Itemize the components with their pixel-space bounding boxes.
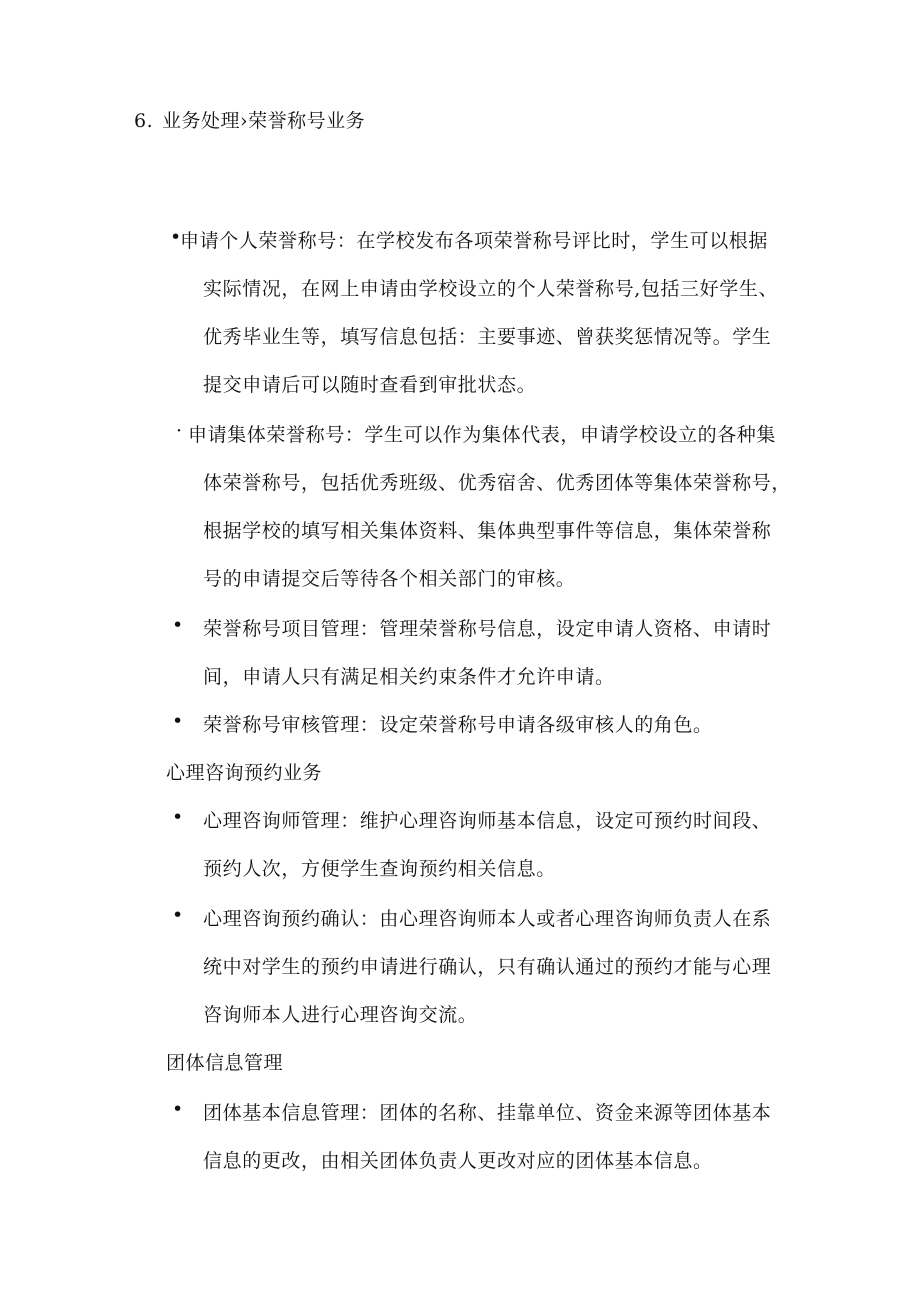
subsection-title: 团体信息管理 [166, 1052, 284, 1074]
heading-number: 6. [134, 110, 154, 132]
paragraph-line: 团体基本信息管理：团体的名称、挂靠单位、资金来源等团体基本 [203, 1102, 772, 1124]
paragraph-line: 体荣誉称号，包括优秀班级、优秀宿舍、优秀团体等集体荣誉称号， [203, 472, 792, 494]
paragraph-line: 提交申请后可以随时查看到审批状态。 [203, 374, 537, 396]
paragraph-line: 申请个人荣誉称号：在学校发布各项荣誉称号评比时，学生可以根据 [180, 230, 769, 252]
subsection-title: 心理咨询预约业务 [166, 762, 323, 784]
bullet-marker: • [172, 904, 184, 926]
paragraph-line: 根据学校的填写相关集体资料、集体典型事件等信息，集体荣誉称 [203, 520, 772, 542]
bullet-marker: • [172, 614, 184, 636]
bullet-marker: • [172, 710, 184, 732]
paragraph-line: 心理咨询预约确认：由心理咨询师本人或者心理咨询师负责人在系 [203, 908, 772, 930]
paragraph-line: 实际情况，在网上申请由学校设立的个人荣誉称号,包括三好学生、 [203, 278, 779, 300]
paragraph-line: 申请集体荣誉称号：学生可以作为集体代表，申请学校设立的各种集 [188, 424, 777, 446]
bullet-marker: • [172, 806, 184, 828]
paragraph-line: 预约人次，方便学生查询预约相关信息。 [203, 858, 556, 880]
paragraph-line: 荣誉称号审核管理：设定荣誉称号申请各级审核人的角色。 [203, 714, 713, 736]
bullet-marker: • [170, 226, 182, 248]
bullet-marker: · [176, 420, 183, 442]
paragraph-line: 优秀毕业生等，填写信息包括：主要事迹、曾获奖惩情况等。学生 [203, 326, 772, 348]
paragraph-line: 荣誉称号项目管理：管理荣誉称号信息，设定申请人资格、申请时 [203, 618, 772, 640]
paragraph-line: 间，申请人只有满足相关约束条件才允许申请。 [203, 666, 615, 688]
bullet-marker: • [172, 1098, 184, 1120]
paragraph-line: 统中对学生的预约申请进行确认，只有确认通过的预约才能与心理 [203, 956, 772, 978]
paragraph-line: 咨询师本人进行心理咨询交流。 [203, 1004, 478, 1026]
paragraph-line: 心理咨询师管理：维护心理咨询师基本信息，设定可预约时间段、 [203, 810, 772, 832]
paragraph-line: 信息的更改，由相关团体负责人更改对应的团体基本信息。 [203, 1150, 713, 1172]
section-heading [134, 106, 365, 133]
heading-text: 业务处理›荣誉称号业务 [162, 110, 366, 132]
paragraph-line: 号的申请提交后等待各个相关部门的审核。 [203, 568, 576, 590]
